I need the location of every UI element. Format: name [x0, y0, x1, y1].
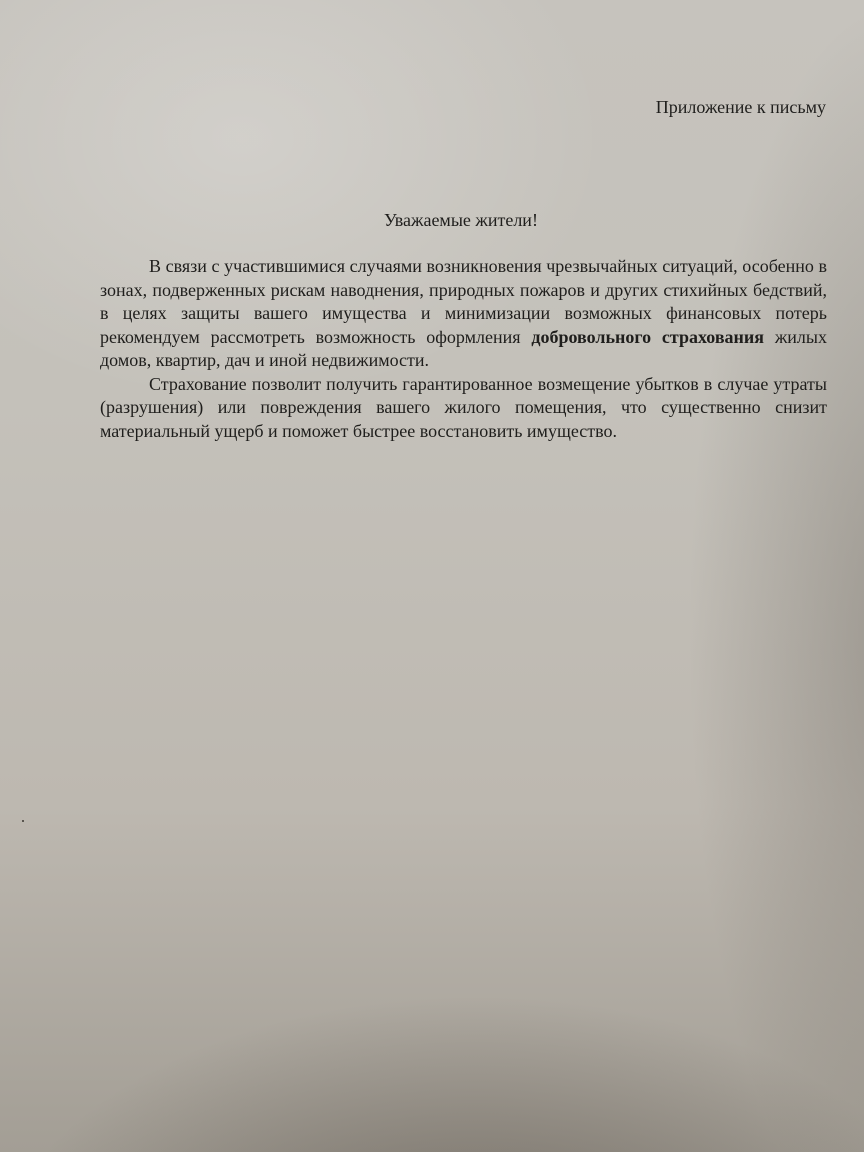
- paragraph-1: [100, 255, 827, 373]
- paragraph-2: Страхование позволит получить гарантированное возмещение убытков в случае утраты (разрушения) или повреждения вашего жилого помещения, что существенно снизит материальный ущерб и поможет быстрее восстановить имущество.: [100, 373, 827, 441]
- paper-speck: [22, 820, 24, 822]
- letter-body: [100, 255, 827, 443]
- attachment-note: Приложение к письму: [655, 97, 826, 117]
- greeting-heading: Уважаемые жители!: [384, 210, 538, 230]
- paragraph-1-ending: жилых домов, квартир, дач и иной недвижимости.: [100, 326, 827, 370]
- paragraph-1-intro: В связи с участившимися случаями возникновения чрезвычайных ситуаций, особенно в зонах, подверженных рискам наводнения, природных пожаров и других стихийных бедствий, в целях защиты вашего имущества и минимизации возможных финансовых потерь рекомендуем рассмотреть возможность оформления: [100, 256, 827, 347]
- voluntary-insurance-emphasis: добровольного страхования: [531, 326, 765, 347]
